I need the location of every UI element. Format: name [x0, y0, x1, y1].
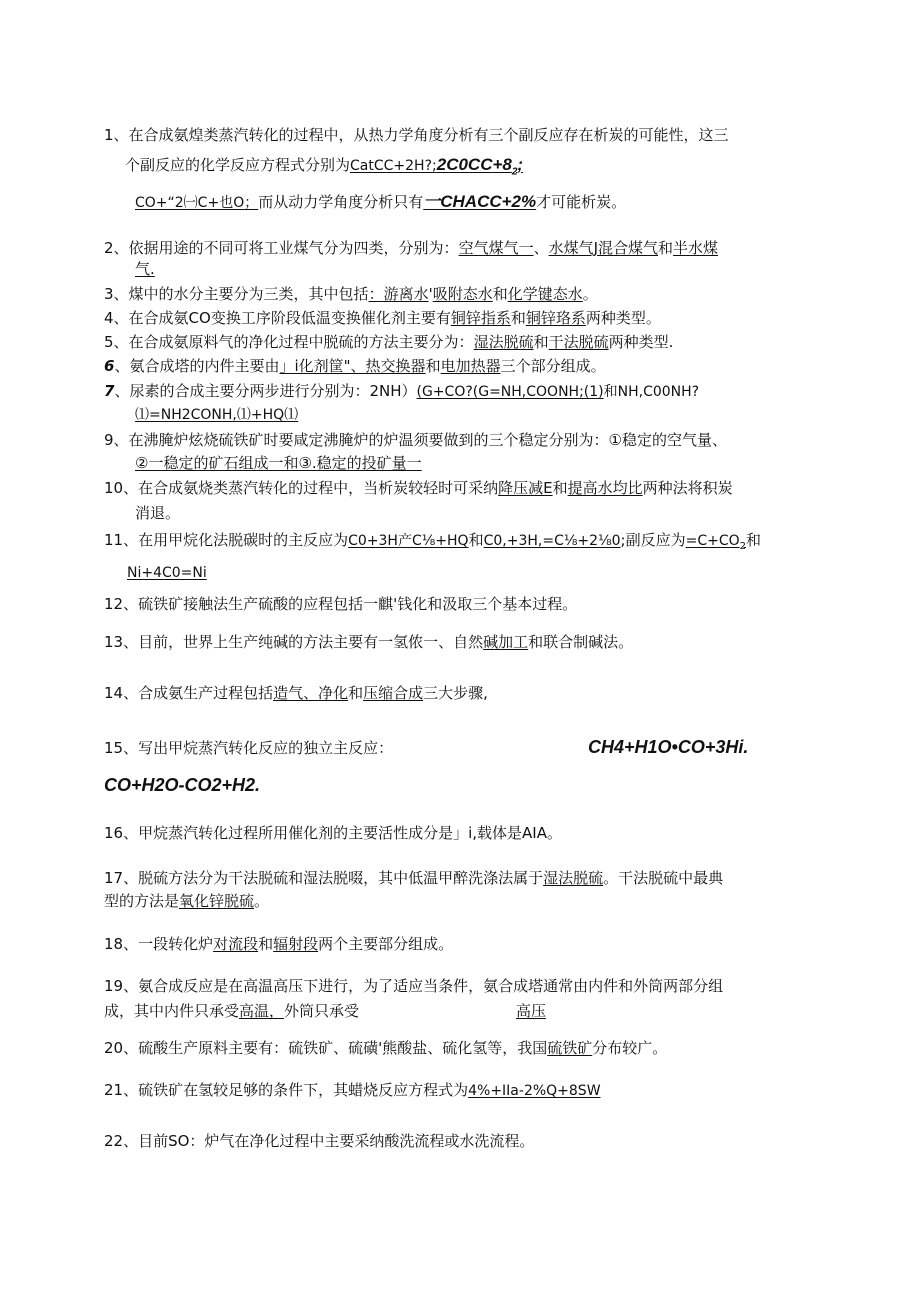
- item-10-line-2: [135, 503, 180, 524]
- item-text: 和: [258, 935, 274, 953]
- answer-blank: CO+“2㈠C+也O；: [135, 195, 259, 211]
- item-text: 三大步骤,: [423, 684, 488, 702]
- item-number: 5、: [104, 333, 129, 351]
- item-number: 6: [104, 357, 115, 375]
- answer-blank: 化学键态水: [507, 285, 583, 303]
- item-3: [104, 284, 598, 305]
- item-17-line-2: [104, 891, 269, 912]
- item-12: [104, 594, 577, 615]
- item-17-line-1: [104, 868, 723, 889]
- item-text: ;副反应为: [620, 531, 686, 549]
- item-text: 和联合制碱法。: [528, 633, 634, 651]
- item-text: 写出甲烷蒸汽转化反应的独立主反应：: [138, 739, 394, 757]
- answer-blank: 4%+IIa-2%Q+8SW: [468, 1083, 601, 1099]
- item-5: [104, 332, 673, 353]
- answer-blank: 空气煤气一: [458, 239, 534, 257]
- answer-blank: ：游离水: [368, 285, 429, 303]
- answer-blank: ②一稳定的矿石组成一和③.稳定的投矿量一: [135, 454, 422, 472]
- item-19-line-2: [104, 1001, 359, 1022]
- answer-text: =C+CO: [685, 533, 740, 549]
- answer-text: ;: [517, 155, 524, 174]
- item-11-line-1: [104, 530, 761, 552]
- item-number: 15、: [104, 739, 139, 757]
- item-text: 目前SO：炉气在净化过程中主要采纳酸洗流程或水洗流程。: [138, 1132, 535, 1150]
- item-1-line-2: [125, 154, 523, 177]
- item-number: 4、: [104, 309, 129, 327]
- answer-blank: 降压减E: [498, 479, 553, 497]
- item-number: 10、: [104, 479, 139, 497]
- item-text: 和: [746, 531, 762, 549]
- answer-blank: 半水煤: [673, 239, 719, 257]
- answer-blank: 辐射段: [273, 935, 319, 953]
- item-number: 21、: [104, 1081, 139, 1099]
- item-number: 1、: [104, 126, 129, 144]
- item-number: 18、: [104, 935, 139, 953]
- item-text: 两个主要部分组成。: [318, 935, 454, 953]
- item-text: 分布较广。: [592, 1039, 668, 1057]
- item-text: 两种类型。: [585, 309, 661, 327]
- answer-blank: 氧化锌脱硫: [179, 892, 255, 910]
- subscript: 2: [739, 540, 747, 552]
- item-text: 在合成氨原料气的净化过程中脱硫的方法主要分为：: [128, 333, 474, 351]
- item-number: 13、: [104, 633, 139, 651]
- answer-blank: 热交换器: [365, 357, 426, 375]
- item-text: 而从动力学角度分析只有: [258, 193, 424, 211]
- subscript: 2: [511, 166, 518, 178]
- item-14: [104, 683, 488, 704]
- answer-blank: ⑴=NH2CONH,⑴+HQ⑴: [135, 407, 299, 423]
- item-text: 和: [425, 357, 441, 375]
- item-16: [104, 823, 562, 844]
- answer-blank: Ni+4C0=Ni: [127, 565, 207, 581]
- item-number: 7: [104, 382, 115, 400]
- answer-blank: 湿法脱硫: [473, 333, 534, 351]
- item-text: 氨合成塔的内件主要由: [129, 357, 280, 375]
- item-number: 12、: [104, 595, 139, 613]
- answer-blank: 电加热器: [440, 357, 501, 375]
- item-text: 硫酸生产原料主要有：硫铁矿、硫磺'熊酸盐、硫化氢等，我国: [138, 1039, 548, 1057]
- equation-2: CO+H2O-CO2+H2.: [104, 775, 261, 795]
- item-text: 消退。: [135, 504, 181, 522]
- item-text: 在合成氨烧类蒸汽转化的过程中，当析炭较轻时可采纳: [138, 479, 499, 497]
- item-number: 19、: [104, 977, 139, 995]
- item-1-line-3: [135, 191, 626, 214]
- answer-blank: 碱加工: [483, 633, 529, 651]
- item-text: 和: [348, 684, 364, 702]
- item-text: 脱硫方法分为干法脱硫和湿法脱啜，其中低温甲醉洗涤法属于: [138, 869, 544, 887]
- item-text: 。: [582, 285, 598, 303]
- answer-blank: 铜锌珞系: [525, 309, 586, 327]
- item-13: [104, 632, 633, 653]
- item-text: 三个部分组成。: [500, 357, 606, 375]
- item-text: 才可能析炭。: [536, 193, 627, 211]
- answer-blank: 水煤气J混合煤气: [548, 239, 659, 257]
- answer-blank: 对流段: [213, 935, 259, 953]
- item-number: 22、: [104, 1132, 139, 1150]
- answer-blank: 高温，: [239, 1002, 285, 1020]
- answer-blank: CatCC+2H?;: [350, 158, 437, 174]
- answer-blank: C0+3H产C⅛+HQ: [348, 533, 469, 549]
- item-7-line-1: [104, 381, 699, 403]
- answer-blank: 」i化剂筐"、: [279, 357, 366, 375]
- item-text: 两种法将积炭: [642, 479, 733, 497]
- item-text: 硫铁矿在氢较足够的条件下，其蜡烧反应方程式为: [138, 1081, 469, 1099]
- item-text: 甲烷蒸汽转化过程所用催化剂的主要活性成分是」i,载体是AIA。: [138, 824, 562, 842]
- item-9-line-1: [104, 430, 727, 451]
- answer-blank: 干法脱硫: [548, 333, 609, 351]
- answer-blank: (G+CO?(G=NH,COONH;(1): [416, 384, 604, 400]
- answer-blank: 气.: [135, 260, 155, 278]
- equation-1: CH4+H1O•CO+3Hi.: [588, 737, 749, 757]
- answer-blank: 高压: [516, 1002, 547, 1020]
- item-text: 。干法脱硫中最典: [603, 869, 724, 887]
- item-20: [104, 1038, 667, 1059]
- item-number: 14、: [104, 684, 139, 702]
- answer-blank: 硫铁矿: [547, 1039, 593, 1057]
- item-number: 11、: [104, 531, 139, 549]
- item-number: 9、: [104, 431, 129, 449]
- item-text: 尿素的合成主要分两步进行分别为：2NH）: [129, 382, 417, 400]
- item-22: [104, 1131, 534, 1152]
- answer-blank: [436, 155, 524, 178]
- answer-blank: 一CHACC+2%: [423, 192, 537, 211]
- item-18: [104, 934, 453, 955]
- item-text: 和: [552, 479, 568, 497]
- answer-blank: 提高水均比: [567, 479, 643, 497]
- item-19-answer-2: [516, 1001, 546, 1022]
- item-21: [104, 1080, 601, 1102]
- answer-blank: 铜锌指系: [450, 309, 511, 327]
- item-7-line-2: [135, 404, 298, 426]
- item-10-line-1: [104, 478, 733, 499]
- item-2-line-2: [135, 259, 155, 280]
- item-number: 17、: [104, 869, 139, 887]
- item-text: 、: [533, 239, 549, 257]
- item-number: 2、: [104, 239, 129, 257]
- item-15-line-1: [104, 738, 393, 759]
- item-text: 成，其中内件只承受: [104, 1002, 240, 1020]
- item-text: 和: [468, 531, 484, 549]
- item-text: 个副反应的化学反应方程式分别为: [125, 156, 351, 174]
- item-text: 在沸腌炉炫烧硫铁矿时要咸定沸腌炉的炉温须要做到的三个稳定分别为：①稳定的空气量、: [128, 431, 727, 449]
- item-text: 和: [492, 285, 508, 303]
- item-text: 煤中的水分主要分为三类，其中包括: [128, 285, 369, 303]
- answer-blank: 造气、净化: [273, 684, 349, 702]
- item-text: 、: [114, 382, 130, 400]
- item-text: 依据用途的不同可将工业煤气分为四类，分别为：: [128, 239, 459, 257]
- item-text: 型的方法是: [104, 892, 180, 910]
- item-text: 在用甲烷化法脱碳时的主反应为: [138, 531, 349, 549]
- item-9-line-2: [135, 453, 422, 474]
- item-2-line-1: [104, 238, 718, 259]
- item-text: 在合成氨CO变换工序阶段低温变换催化剂主要有: [128, 309, 451, 327]
- item-number: 16、: [104, 824, 139, 842]
- item-text: 、: [114, 357, 130, 375]
- answer-blank: C0,+3H,=C⅛+2⅛0: [483, 533, 621, 549]
- item-19-line-1: [104, 976, 723, 997]
- answer-blank: [685, 533, 747, 552]
- item-text: 硫铁矿接触法生产硫酸的应程包括一麒'钱化和汲取三个基本过程。: [138, 595, 578, 613]
- item-4: [104, 308, 661, 329]
- item-text: 和: [510, 309, 526, 327]
- item-text: 和NH,C00NH?: [603, 384, 700, 400]
- item-text: 两种类型.: [608, 333, 674, 351]
- item-text: 在合成氨煌类蒸汽转化的过程中，从热力学角度分析有三个副反应存在析炭的可能性，这三: [128, 126, 729, 144]
- answer-text: 2C0CC+8: [436, 155, 512, 174]
- item-text: 。: [254, 892, 270, 910]
- item-11-line-2: [127, 562, 207, 584]
- item-text: 和: [658, 239, 674, 257]
- item-text: ': [428, 285, 433, 303]
- item-number: 3、: [104, 285, 129, 303]
- item-text: 外筒只承受: [284, 1002, 360, 1020]
- item-1-line-1: [104, 125, 729, 146]
- item-text: 一段转化炉: [138, 935, 214, 953]
- item-text: 目前，世界上生产纯碱的方法主要有一氢侬一、自然: [138, 633, 484, 651]
- answer-blank: 湿法脱硫: [543, 869, 604, 887]
- answer-blank: 吸附态水: [432, 285, 493, 303]
- item-text: 氨合成反应是在高温高压下进行，为了适应当条件，氨合成塔通常由内件和外筒两部分组: [138, 977, 724, 995]
- answer-blank: 压缩合成: [363, 684, 424, 702]
- item-6: [104, 356, 606, 377]
- item-text: 和: [533, 333, 549, 351]
- item-number: 20、: [104, 1039, 139, 1057]
- item-text: 合成氨生产过程包括: [138, 684, 274, 702]
